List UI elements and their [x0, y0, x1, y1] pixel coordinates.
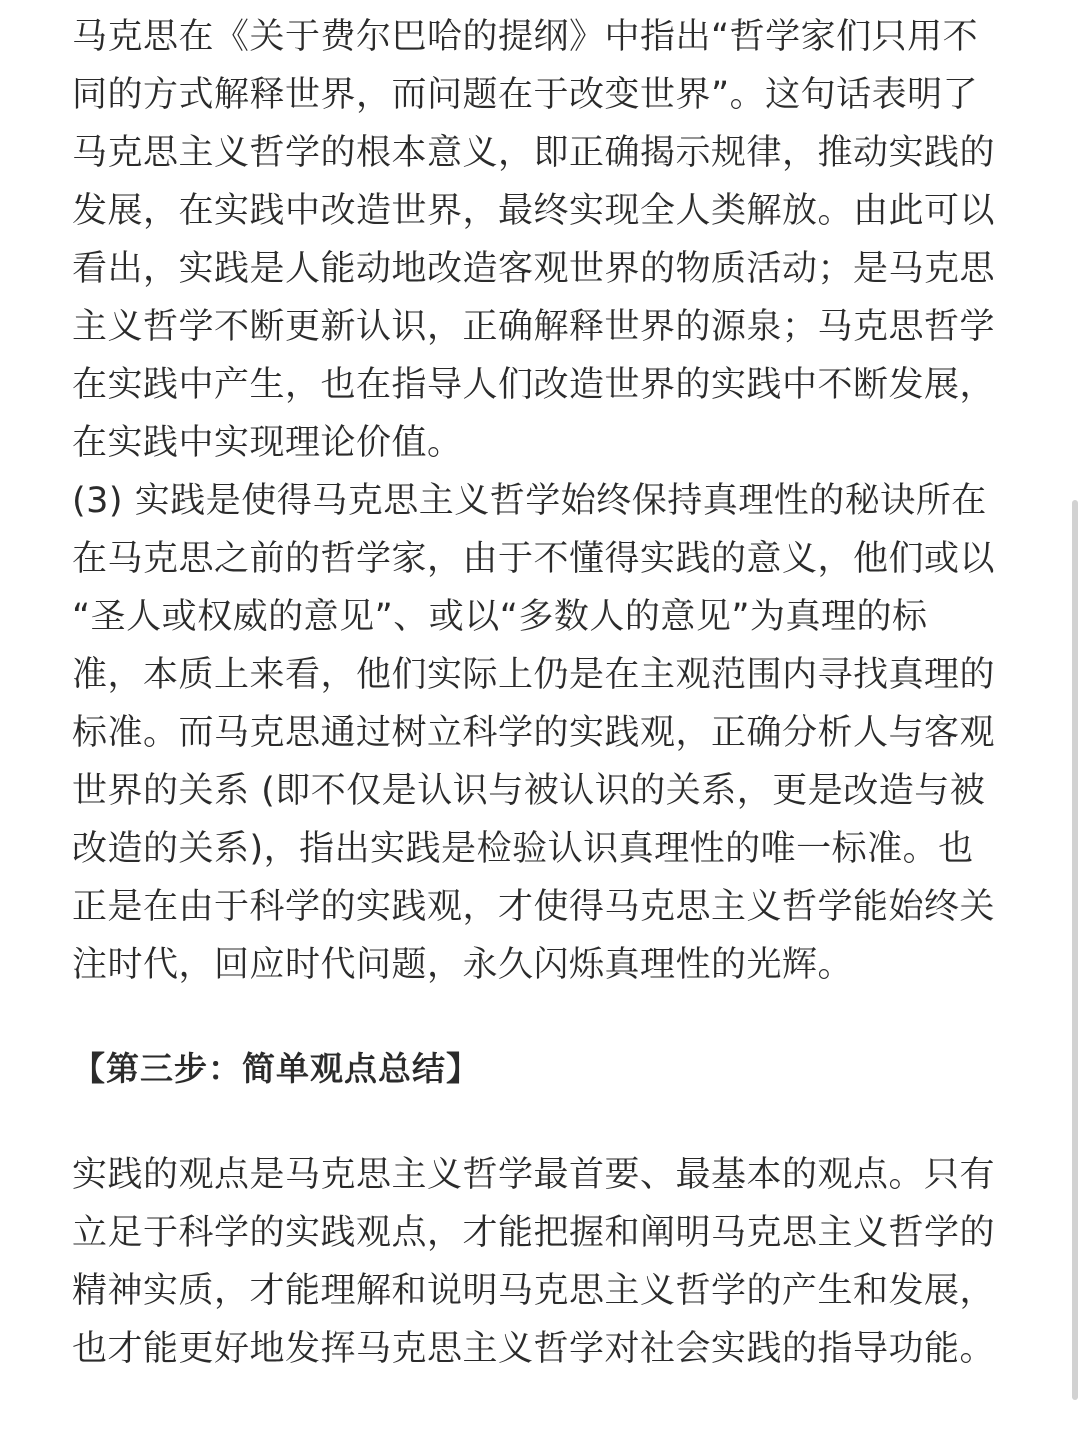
text-line: 标准。而马克思通过树立科学的实践观，正确分析人与客观 — [72, 713, 996, 753]
article-body — [72, 8, 1008, 1378]
paragraph-truth-secret — [72, 472, 1008, 994]
text-line: 改造的关系)，指出实践是检验认识真理性的唯一标准。也 — [72, 829, 974, 869]
text-line: 精神实质，才能理解和说明马克思主义哲学的产生和发展， — [72, 1271, 996, 1311]
text-line: 马克思在《关于费尔巴哈的提纲》中指出“哲学家们只用不 — [72, 17, 979, 57]
vertical-scrollbar[interactable] — [1072, 500, 1078, 1400]
text-line: 发展，在实践中改造世界，最终实现全人类解放。由此可以 — [72, 191, 996, 231]
text-line: 在马克思之前的哲学家，由于不懂得实践的意义，他们或以 — [72, 539, 996, 579]
text-line: 也才能更好地发挥马克思主义哲学对社会实践的指导功能。 — [72, 1329, 996, 1369]
text-line: 主义哲学不断更新认识，正确解释世界的源泉；马克思哲学 — [72, 307, 996, 347]
text-line: 在实践中产生，也在指导人们改造世界的实践中不断发展， — [72, 365, 996, 405]
text-line: 准，本质上来看，他们实际上仍是在主观范围内寻找真理的 — [72, 655, 996, 695]
text-line: 马克思主义哲学的根本意义，即正确揭示规律，推动实践的 — [72, 133, 996, 173]
paragraph-practice-meaning — [72, 8, 1008, 472]
text-line: 看出，实践是人能动地改造客观世界的物质活动；是马克思 — [72, 249, 996, 289]
section-heading: 【第三步：简单观点总结】 — [72, 1049, 480, 1088]
text-line: 立足于科学的实践观点，才能把握和阐明马克思主义哲学的 — [72, 1213, 996, 1253]
text-line: 正是在由于科学的实践观，才使得马克思主义哲学能始终关 — [72, 887, 996, 927]
text-line: 注时代，回应时代问题，永久闪烁真理性的光辉。 — [72, 945, 854, 985]
text-line: 世界的关系 (即不仅是认识与被认识的关系，更是改造与被 — [72, 771, 986, 811]
text-line: “圣人或权威的意见”、或以“多数人的意见”为真理的标 — [72, 597, 928, 637]
text-line: (3) 实践是使得马克思主义哲学始终保持真理性的秘诀所在 — [72, 481, 987, 521]
text-line: 在实践中实现理论价值。 — [72, 423, 463, 463]
text-line: 实践的观点是马克思主义哲学最首要、最基本的观点。只有 — [72, 1155, 996, 1195]
paragraph-summary — [72, 1146, 1008, 1378]
text-line: 同的方式解释世界，而问题在于改变世界”。这句话表明了 — [72, 75, 979, 115]
